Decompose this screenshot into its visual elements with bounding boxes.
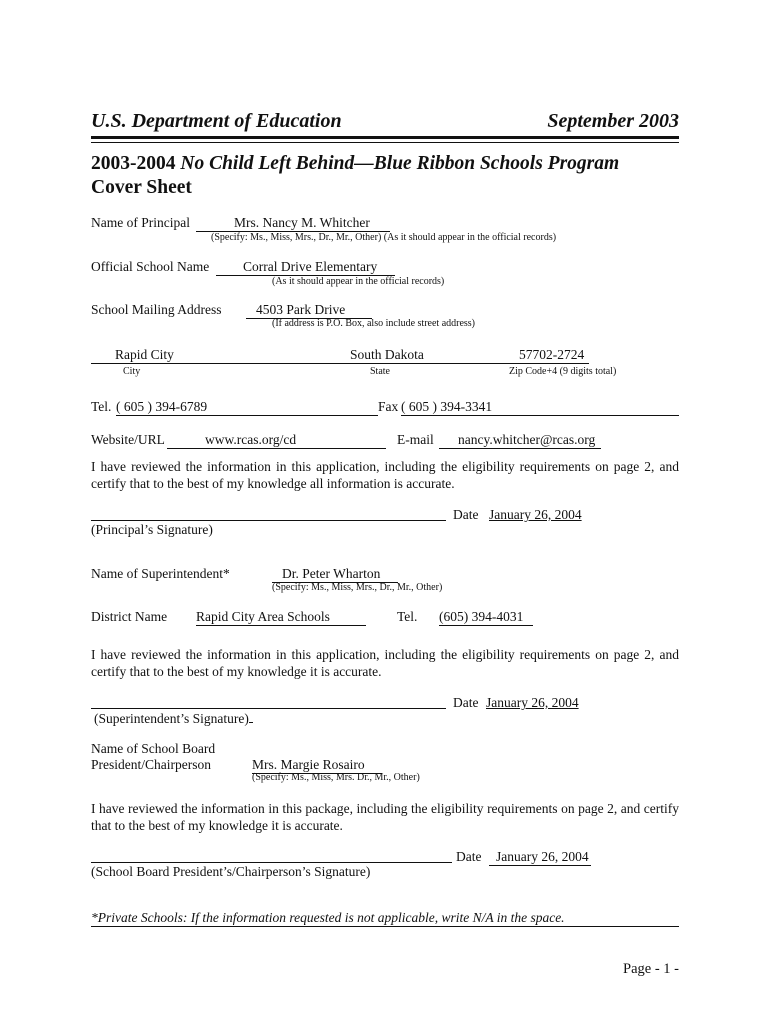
mailing-address-label: School Mailing Address — [91, 302, 222, 317]
superintendent-date-value[interactable]: January 26, 2004 — [486, 695, 579, 710]
website-label: Website/URL — [91, 432, 165, 447]
principal-signature-line[interactable] — [91, 520, 446, 521]
website-value: www.rcas.org/cd — [205, 432, 297, 447]
state-value: South Dakota — [350, 347, 424, 362]
header-date: September 2003 — [547, 110, 679, 132]
board-president-value: Mrs. Margie Rosairo — [252, 757, 365, 772]
superintendent-hint: (Specify: Ms., Miss, Mrs., Dr., Mr., Other) — [272, 582, 443, 593]
agency-name: U.S. Department of Education — [91, 110, 342, 132]
state-caption: State — [370, 366, 390, 377]
zip-value: 57702-2724 — [519, 347, 585, 362]
school-name-field[interactable] — [216, 259, 395, 276]
board-date-label: Date — [456, 849, 482, 864]
street-field[interactable] — [246, 302, 372, 319]
principal-date-value[interactable]: January 26, 2004 — [489, 507, 582, 522]
superintendent-signature-line[interactable] — [91, 708, 446, 709]
program-name: No Child Left Behind—Blue Ribbon Schools Program — [180, 153, 620, 174]
district-value: Rapid City Area Schools — [196, 609, 330, 624]
district-label: District Name — [91, 609, 168, 624]
page-number: Page - 1 - — [623, 961, 679, 977]
street-hint: (If address is P.O. Box, also include street address) — [272, 318, 476, 329]
city-caption: City — [123, 366, 141, 377]
fax-value: ( 605 ) 394-3341 — [401, 399, 493, 414]
board-date-field[interactable] — [489, 849, 591, 866]
principal-field[interactable] — [196, 215, 390, 232]
principal-hint: (Specify: Ms., Miss, Mrs., Dr., Mr., Other) (As it should appear in the official records) — [211, 232, 557, 243]
school-name-value: Corral Drive Elementary — [243, 259, 378, 274]
principal-date-label: Date — [453, 507, 479, 522]
program-year: 2003-2004 — [91, 153, 181, 174]
board-president-hint: (Specify: Ms., Miss, Mrs. Dr., Mr., Other) — [252, 772, 420, 783]
principal-label: Name of Principal — [91, 215, 190, 230]
superintendent-value: Dr. Peter Wharton — [282, 566, 381, 581]
principal-value: Mrs. Nancy M. Whitcher — [234, 215, 370, 230]
board-date-value: January 26, 2004 — [496, 849, 589, 864]
zip-caption: Zip Code+4 (9 digits total) — [509, 366, 617, 377]
header-rule-thin — [91, 142, 679, 143]
school-name-hint: (As it should appear in the official records) — [272, 276, 445, 287]
superintendent-label: Name of Superintendent* — [91, 566, 230, 581]
superintendent-date-label: Date — [453, 695, 479, 710]
tel-label: Tel. — [91, 399, 112, 414]
city-value: Rapid City — [115, 347, 174, 362]
superintendent-signature-caption: (Superintendent’s Signature) — [94, 710, 253, 727]
email-value: nancy.whitcher@rcas.org — [458, 432, 596, 447]
program-title — [91, 153, 619, 175]
email-field[interactable] — [439, 432, 601, 449]
header-rule-thick — [91, 136, 679, 139]
tel-value: ( 605 ) 394-6789 — [116, 399, 208, 414]
superintendent-field[interactable] — [272, 566, 398, 583]
private-schools-footnote: *Private Schools: If the information requested is not applicable, write N/A in the space. — [91, 910, 679, 927]
principal-certification: I have reviewed the information in this application, including the eligibility requirements on page 2, and certify that to the best of my knowledge all information is accurate. — [91, 459, 679, 491]
district-field[interactable] — [196, 609, 366, 626]
street-value: 4503 Park Drive — [256, 302, 346, 317]
fax-field[interactable] — [401, 399, 679, 416]
board-signature-line[interactable] — [91, 862, 452, 863]
district-tel-field[interactable] — [439, 609, 533, 626]
board-label-line2: President/Chairperson — [91, 757, 211, 772]
tel-field[interactable] — [116, 399, 378, 416]
district-tel-value: (605) 394-4031 — [439, 609, 524, 624]
board-certification: I have reviewed the information in this package, including the eligibility requirements on page 2, and certify that to the best of my knowledge it is accurate. — [91, 801, 679, 833]
district-tel-label: Tel. — [397, 609, 418, 624]
website-field[interactable] — [167, 432, 386, 449]
email-label: E-mail — [397, 432, 434, 447]
board-signature-caption: (School Board President’s/Chairperson’s Signature) — [91, 864, 371, 879]
cover-sheet-title: Cover Sheet — [91, 177, 192, 198]
superintendent-certification: I have reviewed the information in this application, including the eligibility requirements on page 2, and certify that to the best of my knowledge it is accurate. — [91, 647, 679, 679]
principal-signature-caption: (Principal’s Signature) — [91, 522, 213, 537]
fax-label: Fax — [378, 399, 399, 414]
board-label-line1: Name of School Board — [91, 741, 216, 756]
city-state-zip-field[interactable] — [91, 347, 589, 364]
school-name-label: Official School Name — [91, 259, 210, 274]
